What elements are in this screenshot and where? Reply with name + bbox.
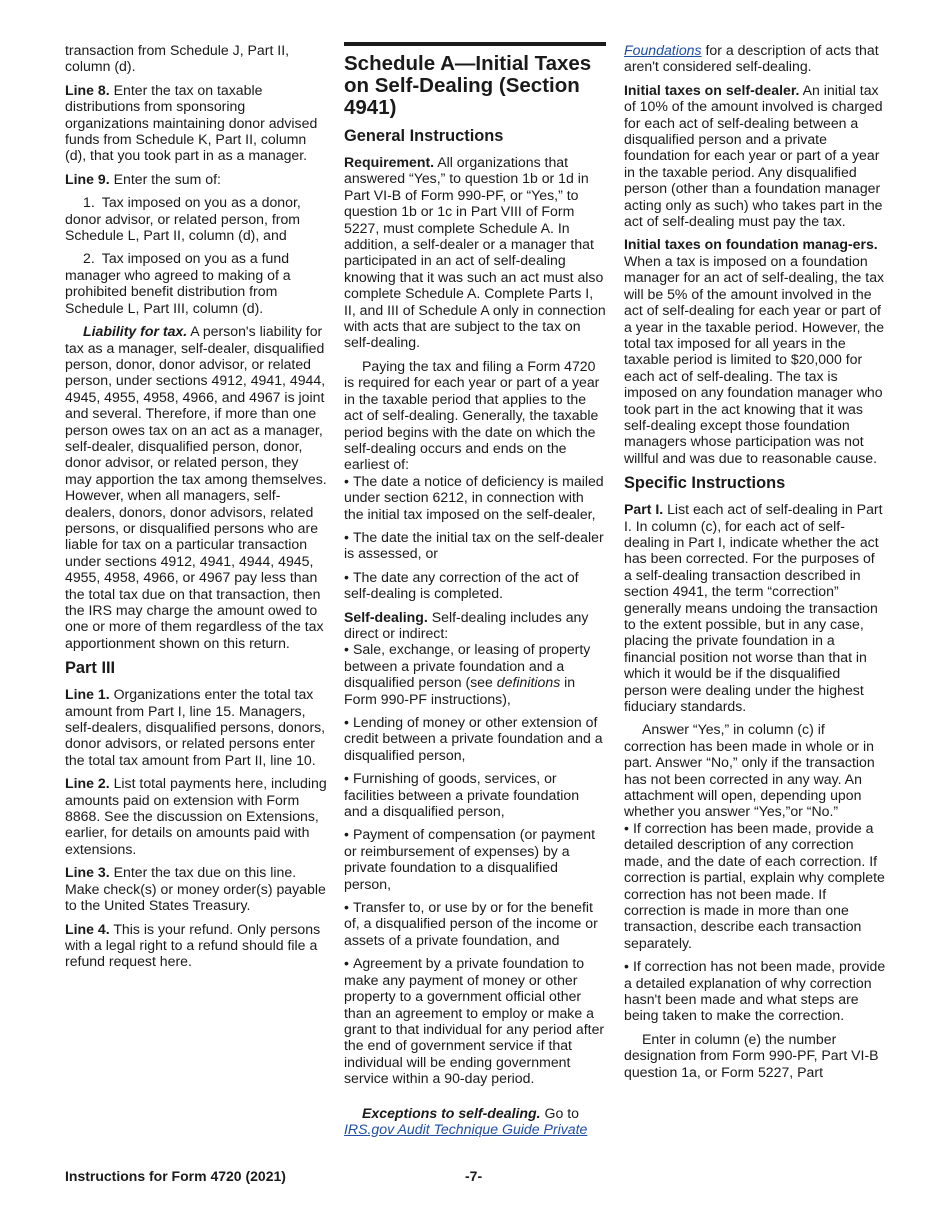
enter-column-e-paragraph: Enter in column (e) the number designation from Form 990-PF, Part VI-B question 1a, or Form 5227, Part [624,1030,879,1080]
part3-line4-text: This is your refund. Only persons with a legal right to a refund should file a refund request here. [65,920,321,970]
initial-managers-text: When a tax is imposed on a foundation manager for an act of self-dealing, the tax will be 5% of the amount involved in the act of self-dealing for each year or part of a year in the taxable period. However, the total tax imposed for all years in the taxable period is limited to $20,000 for each act of self-dealing. The tax is imposed on any foundation manager who took part in the act knowing that it was self-dealing except those foundation managers whose participation was not willful and was due to reasonable cause. [624,252,885,466]
part3-line4 [65,921,327,970]
part1-label: Part I. [624,501,664,518]
schedule-a-heading: Schedule A—Initial Taxes on Self-Dealing (Section 4941) [344,42,606,119]
general-instructions-heading: General Instructions [344,127,504,145]
part1-text: List each act of self-dealing in Part I. In column (c), for each act of self-dealing in Part I, indicate whether the act has been corrected. For the purposes of a self-dealing transaction described in section 4941, the term “correction” generally means undoing the transaction to the extent possible, but in any case, placing the private foundation in a financial position not worse than that in which it would be if the disqualified person were dealing under the highest fiduciary standards. [624,501,883,715]
part3-line2 [65,775,327,857]
correction-bullet: • If correction has not been made, provide a detailed explanation of why correction hasn't been made and what steps are being taken to make the correction. [624,958,886,1024]
audit-guide-link[interactable]: IRS.gov Audit Technique Guide Private [344,1120,588,1137]
self-dealing-label: Self-dealing. [344,608,428,625]
part3-heading: Part III [65,659,116,678]
footer-page-number: -7- [465,1168,483,1184]
exceptions-paragraph [344,1105,606,1138]
self-dealing-text: Self-dealing includes any direct or indirect: [344,608,589,641]
requirement-text: All organizations that answered “Yes,” to question 1b or 1d in Part VI-B of Form 990-PF, or “Yes,” to question 1b or 1c in Part VIII of Form 5227, must complete Schedule A. In addition, a self-dealer or a manager that participated in an act of self-dealing knowing that it was such an act must also complete Schedule A. Complete Parts I, II, and III of Schedule A only in connection with acts that are subject to the tax on self-dealing. [344,154,606,351]
part3-line2-text: List total payments here, including amounts paid on extension with Form 8868. See the discussion on Extensions, earlier, for details on amounts paid with extensions. [65,775,327,857]
initial-self-dealer-label: Initial taxes on self-dealer. [624,81,800,98]
liability-paragraph [65,323,327,651]
part3-line2-label: Line 2. [65,775,110,792]
exceptions-text: Go to [544,1104,579,1121]
specific-instructions-heading: Specific Instructions [624,474,786,493]
part3-line3-text: Enter the tax due on this line. Make check(s) or money order(s) payable to the United States Treasury. [65,864,326,914]
requirement-paragraph [344,154,606,351]
part3-line1-text: Organizations enter the total tax amount from Part I, line 15. Managers, self-dealers, disqualified persons, donors, donor advisors, or related persons enter the total tax amount from Part II, line 10. [65,686,326,768]
line9-item-1: 1. Tax imposed on you as a donor, donor advisor, or related person, from Schedule L, Part II, column (d), and [65,194,301,244]
line8-label: Line 8. [65,81,110,98]
answer-paragraph: Answer “Yes,” in column (c) if correction has been made in whole or in part. Answer “No,” only if the transaction has not been corrected in any way. An attachment will open, depending upon whether you answer “Yes,”or “No.” [624,721,875,820]
footer-form-title: Instructions for Form 4720 (2021) [65,1168,286,1184]
self-dealing-bullet: • Furnishing of goods, services, or facilities between a private foundation and a disqualified person, [344,770,606,819]
liability-text: A person's liability for tax as a manager, self-dealer, disqualified person, donor, donor advisor, or related person, under sections 4912, 4941, 4944, 4945, 4955, 4958, 4966, and 4967 is joint and several. Therefore, if more than one person owes tax on an act as a manager, self-dealer, disqualified person, donor, donor advisor, or related person, they may apportion the tax among themselves. However, when all managers, self-dealers, donors, donor advisors, related persons, or disqualified persons who are liable for tax on a particular transaction under sections 4912, 4941, 4944, 4945, 4955, 4958, 4966, or 4967 pay less than the total tax due on that transaction, then the IRS may charge the amount owed to one or more of them regardless of the tax apportionment shown on this return. [65,323,327,651]
line9-paragraph [65,171,327,187]
requirement-label: Requirement. [344,154,435,170]
part3-line1 [65,686,327,768]
part3-line1-label: Line 1. [65,686,110,703]
column-right [624,42,886,1087]
column-left [65,42,327,977]
self-dealing-bullet: • Lending of money or other extension of credit between a private foundation and a disqualified person, [344,714,606,763]
line9-label: Line 9. [65,170,110,187]
sd-bullet1-italic: definitions [496,674,561,691]
link-continued-text: for a description of acts that aren't considered self-dealing. [624,42,879,75]
part3-line3-label: Line 3. [65,864,110,881]
part3-line4-label: Line 4. [65,920,110,937]
self-dealing-bullet: • Transfer to, or use by or for the benefit of, a disqualified person of the income or assets of a private foundation, and [344,899,606,948]
continued-text: transaction from Schedule J, Part II, column (d). [65,42,290,75]
foundations-link[interactable]: Foundations [624,42,702,58]
self-dealing-bullet [344,641,606,707]
self-dealing-paragraph [344,609,606,642]
line9-item-2: 2. Tax imposed on you as a fund manager who agreed to making of a prohibited benefit distribution from Schedule L, Part III, column (d). [65,250,291,316]
sd-bullet1-pre: Sale, exchange, or leasing of property between a private foundation and a disqualified person (see [344,641,591,691]
self-dealing-bullet: • Payment of compensation (or payment or reimbursement of expenses) by a private foundation to a disqualified person, [344,826,606,892]
line8-paragraph [65,82,327,164]
taxable-period-bullet: • The date the initial tax on the self-dealer is assessed, or [344,529,606,562]
link-continued-paragraph [624,42,886,75]
taxable-period-bullet: • The date a notice of deficiency is mailed under section 6212, in connection with the initial tax imposed on the self-dealer, [344,473,606,522]
part1-paragraph [624,501,886,714]
sd-bullet1-post: in Form 990-PF instructions), [344,674,576,707]
paying-paragraph: Paying the tax and filing a Form 4720 is required for each year or part of a year in the taxable period that applies to the act of self-dealing. Generally, the taxable period begins with the date on which the self-dealing occurs and ends on the earliest of: [344,357,600,473]
initial-self-dealer-text: An initial tax of 10% of the amount involved is charged for each act of self-dealing between a disqualified person and a private foundation for each year or part of a year in the taxable period. Any disqualified person (other than a foundation manager acting only as such) who takes part in the act of self-dealing must pay the tax. [624,81,883,230]
line9-text: Enter the sum of: [113,170,221,187]
exceptions-label: Exceptions to self-dealing. [362,1104,541,1121]
taxable-period-bullet: • The date any correction of the act of self-dealing is completed. [344,569,606,602]
correction-bullet: • If correction has been made, provide a detailed description of any correction made, and the date of each correction. If correction is partial, explain why complete correction has not been made. If correction is made in more than one transaction, describe each transaction separately. [624,820,886,951]
liability-label: Liability for tax. [83,323,188,340]
initial-managers-label: Initial taxes on foundation manag-ers. [624,236,878,253]
initial-self-dealer-paragraph [624,82,886,230]
self-dealing-bullet: • Agreement by a private foundation to make any payment of money or other property to a government official other than an agreement to employ or make a grant to that individual for any period after the end of government service if that individual will be ending government service within a 90-day period. [344,955,606,1086]
line8-text: Enter the tax on taxable distributions from sponsoring organizations maintaining donor advised funds from Schedule K, Part II, column (d), that you took part in as a manager. [65,81,318,164]
initial-managers-paragraph [624,236,886,466]
part3-line3 [65,864,327,913]
column-middle [344,42,606,1144]
